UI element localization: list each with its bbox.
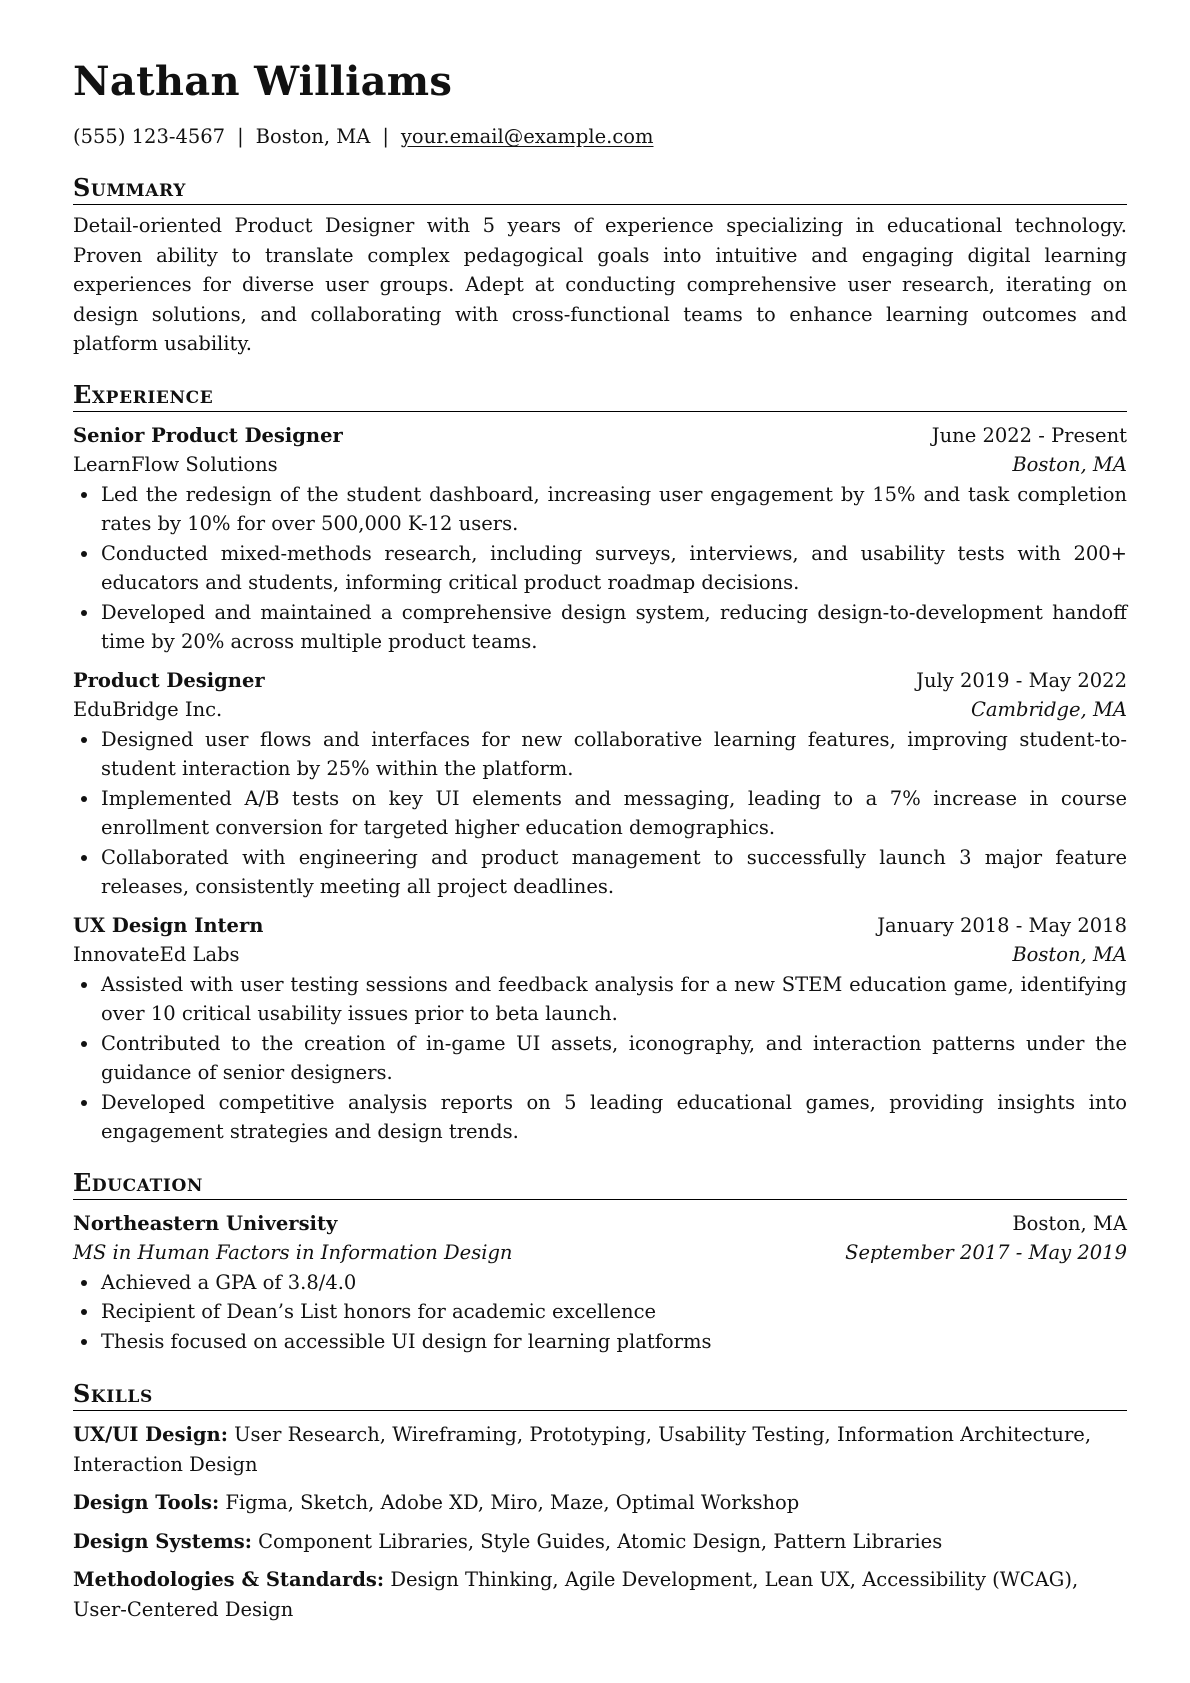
- skill-value: Figma, Sketch, Adobe XD, Miro, Maze, Optimal Workshop: [225, 1491, 800, 1514]
- list-item: [73, 1088, 1127, 1147]
- job-dates: January 2018 - May 2018: [877, 913, 1127, 937]
- bullet-icon: [81, 1100, 87, 1106]
- list-item: [73, 784, 1127, 843]
- bullet-icon: [81, 1309, 87, 1315]
- education-entry: [73, 1209, 1127, 1357]
- bullet-icon: [81, 982, 87, 988]
- phone-number: (555) 123-4567: [73, 125, 226, 148]
- list-item: [73, 1029, 1127, 1088]
- job-bullets: [73, 725, 1127, 902]
- location: Boston, MA: [255, 125, 371, 148]
- skill-row: [73, 1420, 1127, 1479]
- skill-label: Methodologies & Standards:: [73, 1568, 385, 1591]
- resume-page: [73, 58, 1127, 1624]
- skill-row: [73, 1565, 1127, 1624]
- job-company: InnovateEd Labs: [73, 943, 240, 966]
- separator: |: [237, 125, 244, 148]
- job-role: Senior Product Designer: [73, 423, 343, 447]
- candidate-name: Nathan Williams: [73, 58, 453, 105]
- section-title-summary: Summary: [73, 173, 1127, 205]
- bullet-icon: [81, 610, 87, 616]
- bullet-icon: [81, 1339, 87, 1345]
- list-item: [73, 725, 1127, 784]
- job-dates: July 2019 - May 2022: [916, 668, 1127, 692]
- bullet-text: Achieved a GPA of 3.8/4.0: [101, 1270, 357, 1294]
- list-item: [73, 480, 1127, 539]
- job-location: Boston, MA: [1012, 943, 1127, 966]
- job-role: Product Designer: [73, 668, 265, 692]
- job-company: EduBridge Inc.: [73, 698, 223, 721]
- job-role: UX Design Intern: [73, 913, 264, 937]
- school-name: Northeastern University: [73, 1211, 338, 1235]
- bullet-text: Assisted with user testing sessions and feedback analysis for a new STEM education game, identifying over 10 critical usability issues prior to beta launch.: [101, 972, 1127, 1025]
- degree: MS in Human Factors in Information Design: [73, 1241, 513, 1264]
- bullet-icon: [81, 1280, 87, 1286]
- bullet-icon: [81, 796, 87, 802]
- list-item: [73, 1297, 1127, 1327]
- job-entry: [73, 666, 1127, 902]
- bullet-text: Conducted mixed-methods research, including surveys, interviews, and usability tests with 200+ educators and students, informing critical product roadmap decisions.: [101, 541, 1127, 594]
- bullet-text: Developed and maintained a comprehensive design system, reducing design-to-development handoff time by 20% across multiple product teams.: [101, 600, 1127, 653]
- bullet-text: Developed competitive analysis reports on 5 leading educational games, providing insights into engagement strategies and design trends.: [101, 1090, 1127, 1143]
- skill-label: UX/UI Design:: [73, 1423, 228, 1446]
- skill-value: Design Thinking, Agile Development, Lean UX, Accessibility (WCAG), User-Centered Design: [73, 1568, 1079, 1621]
- education-dates: September 2017 - May 2019: [845, 1241, 1127, 1264]
- job-location: Cambridge, MA: [970, 698, 1127, 721]
- skill-row: [73, 1527, 1127, 1557]
- summary-text: Detail-oriented Product Designer with 5 years of experience specializing in educational technology. Proven ability to translate complex pedagogical goals into intuitive and engaging digital learning experiences for diverse user groups. Adept at conducting comprehensive user research, iterating on design solutions, and collaborating with cross-functional teams to enhance learning outcomes and platform usability.: [73, 214, 1127, 355]
- job-dates: June 2022 - Present: [931, 423, 1127, 447]
- bullet-text: Collaborated with engineering and product management to successfully launch 3 major feature releases, consistently meeting all project deadlines.: [101, 845, 1127, 898]
- section-title-experience: Experience: [73, 380, 1127, 412]
- bullet-icon: [81, 855, 87, 861]
- bullet-text: Designed user flows and interfaces for new collaborative learning features, improving student-to-student interaction by 25% within the platform.: [101, 727, 1127, 780]
- job-entry: [73, 911, 1127, 1147]
- skill-label: Design Systems:: [73, 1529, 252, 1553]
- job-bullets: [73, 970, 1127, 1147]
- bullet-icon: [81, 737, 87, 743]
- section-title-skills: Skills: [73, 1379, 1127, 1411]
- bullet-icon: [81, 551, 87, 557]
- skill-row: [73, 1488, 1127, 1518]
- contact-line: [73, 122, 1127, 152]
- list-item: [73, 598, 1127, 657]
- list-item: [73, 970, 1127, 1029]
- education-bullets: [73, 1268, 1127, 1357]
- job-location: Boston, MA: [1012, 453, 1127, 476]
- list-item: [73, 1268, 1127, 1298]
- email-link[interactable]: your.email@example.com: [400, 125, 654, 148]
- bullet-text: Recipient of Dean’s List honors for academic excellence: [101, 1300, 657, 1323]
- bullet-text: Thesis focused on accessible UI design for learning platforms: [101, 1329, 712, 1353]
- bullet-text: Implemented A/B tests on key UI elements and messaging, leading to a 7% increase in course enrollment conversion for targeted higher education demographics.: [101, 786, 1127, 839]
- section-title-education: Education: [73, 1168, 1127, 1200]
- job-company: LearnFlow Solutions: [73, 453, 278, 476]
- skill-value: User Research, Wireframing, Prototyping, Usability Testing, Information Architecture, Interaction Design: [73, 1423, 1092, 1476]
- school-location: Boston, MA: [1012, 1211, 1127, 1235]
- bullet-text: Led the redesign of the student dashboard, increasing user engagement by 15% and task completion rates by 10% for over 500,000 K-12 users.: [101, 482, 1127, 535]
- job-entry: [73, 421, 1127, 657]
- skill-label: Design Tools:: [73, 1491, 220, 1514]
- separator: |: [382, 125, 389, 148]
- bullet-icon: [81, 492, 87, 498]
- job-bullets: [73, 480, 1127, 657]
- list-item: [73, 843, 1127, 902]
- bullet-icon: [81, 1041, 87, 1047]
- skill-value: Component Libraries, Style Guides, Atomic Design, Pattern Libraries: [258, 1529, 943, 1553]
- bullet-text: Contributed to the creation of in-game UI assets, iconography, and interaction patterns under the guidance of senior designers.: [101, 1031, 1127, 1084]
- list-item: [73, 1327, 1127, 1357]
- list-item: [73, 539, 1127, 598]
